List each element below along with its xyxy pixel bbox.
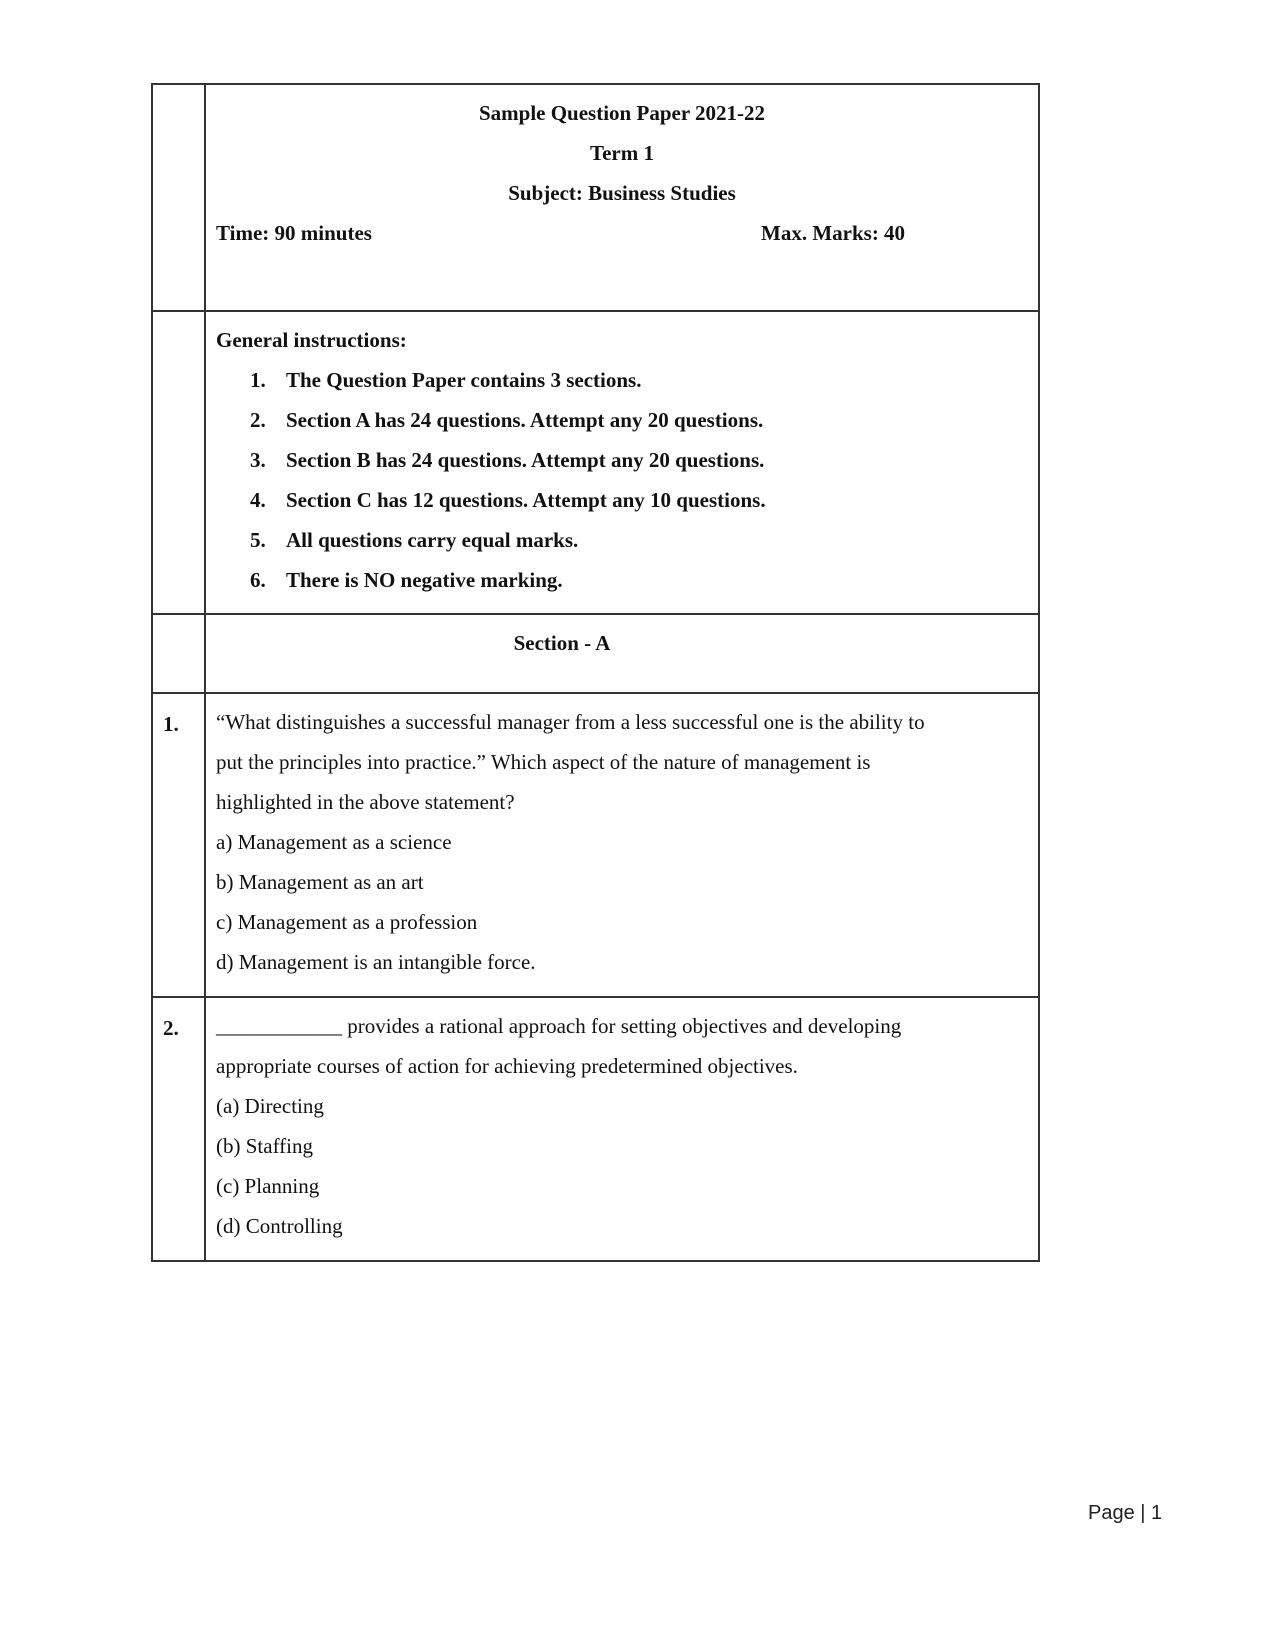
instruction-number: 5. — [250, 528, 266, 552]
question-text-line: put the principles into practice.” Which aspect of the nature of management is — [216, 750, 871, 774]
instruction-number: 6. — [250, 568, 266, 592]
instructions-list — [216, 360, 1028, 600]
instructions-cell — [205, 311, 1039, 614]
header-row — [152, 84, 1039, 311]
instruction-item — [216, 360, 1028, 400]
instruction-number: 1. — [250, 368, 266, 392]
question-number: 1. — [152, 693, 205, 997]
time-marks-row — [216, 213, 1028, 253]
header-number-cell — [152, 84, 205, 311]
instruction-item — [216, 440, 1028, 480]
question-number: 2. — [152, 997, 205, 1261]
max-marks-label: Max. Marks: 40 — [761, 221, 906, 245]
answer-option: d) Management is an intangible force. — [216, 950, 536, 974]
instruction-text: Section A has 24 questions. Attempt any 20 questions. — [286, 408, 764, 432]
instructions-number-cell — [152, 311, 205, 614]
instruction-text: Section B has 24 questions. Attempt any 20 questions. — [286, 448, 765, 472]
answer-option: (b) Staffing — [216, 1134, 314, 1158]
header-cell — [205, 84, 1039, 311]
instruction-text: There is NO negative marking. — [286, 568, 563, 592]
subject-label: Subject: Business Studies — [508, 181, 736, 205]
question-cell — [205, 693, 1039, 997]
instructions-row — [152, 311, 1039, 614]
instruction-text: Section C has 12 questions. Attempt any 10 questions. — [286, 488, 766, 512]
instruction-item — [216, 400, 1028, 440]
question-row — [152, 693, 1039, 997]
answer-option: b) Management as an art — [216, 870, 424, 894]
instruction-number: 3. — [250, 448, 266, 472]
question-paper-table — [151, 83, 1040, 1262]
paper-title: Sample Question Paper 2021-22 — [478, 101, 766, 125]
instruction-item — [216, 560, 1028, 600]
instruction-number: 4. — [250, 488, 266, 512]
question-text-line: appropriate courses of action for achieving predetermined objectives. — [216, 1054, 798, 1078]
question-text-line: ____________ provides a rational approach for setting objectives and developing — [216, 1014, 902, 1038]
answer-option: c) Management as a profession — [216, 910, 478, 934]
section-number-cell — [152, 614, 205, 693]
question-row — [152, 997, 1039, 1261]
instructions-title: General instructions: — [216, 328, 407, 352]
instruction-item — [216, 480, 1028, 520]
instruction-item — [216, 520, 1028, 560]
question-text-line: highlighted in the above statement? — [216, 790, 515, 814]
time-label: Time: 90 minutes — [216, 221, 372, 245]
question-text-line: “What distinguishes a successful manager from a less successful one is the ability to — [216, 710, 925, 734]
instruction-text: The Question Paper contains 3 sections. — [286, 368, 642, 392]
answer-option: (a) Directing — [216, 1094, 324, 1118]
section-title: Section - A — [513, 631, 611, 655]
question-cell — [205, 997, 1039, 1261]
instruction-number: 2. — [250, 408, 266, 432]
answer-option: (c) Planning — [216, 1174, 320, 1198]
instruction-text: All questions carry equal marks. — [286, 528, 579, 552]
page-number: Page | 1 — [1088, 1502, 1163, 1524]
answer-option: (d) Controlling — [216, 1214, 343, 1238]
section-cell — [205, 614, 1039, 693]
section-row — [152, 614, 1039, 693]
term-label: Term 1 — [590, 141, 654, 165]
answer-option: a) Management as a science — [216, 830, 452, 854]
